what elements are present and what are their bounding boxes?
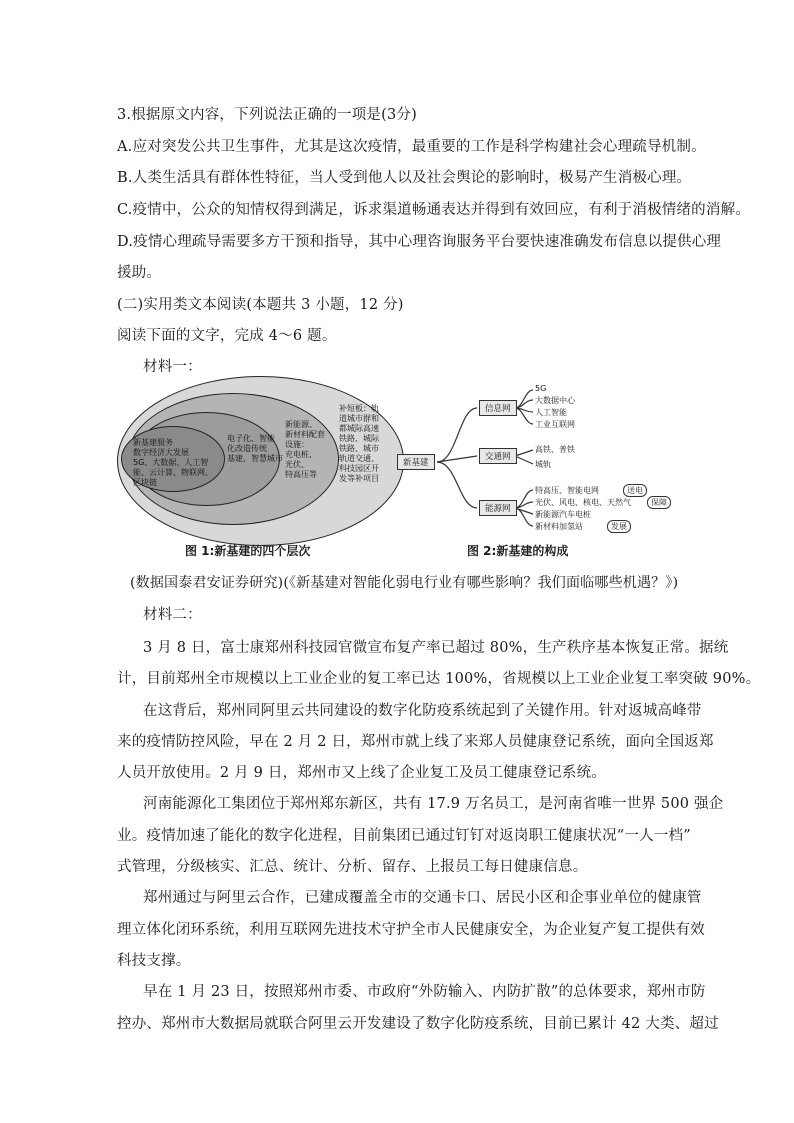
branch-traffic: 交通网 xyxy=(479,448,517,464)
layer-core-text: 新基建服务 数字经济大发展 5G、大数据、人工智 能、云计算、物联网、 区块链 xyxy=(133,438,213,487)
section-heading: (二)实用类文本阅读(本题共 3 小题，12 分) xyxy=(117,297,404,313)
question-stem: 3.根据原文内容，下列说法正确的一项是(3分) xyxy=(117,107,417,123)
m2-p4-l1: 郑州通过与阿里云合作，已建成覆盖全市的交通卡口、居民小区和企事业单位的健康管 xyxy=(143,890,702,906)
m2-p2-l1: 在这背后，郑州同阿里云共同建设的数字化防疫系统起到了关键作用。针对返城高峰带 xyxy=(143,703,702,719)
m2-p4-l3: 科技支撑。 xyxy=(117,953,191,969)
tag-power: 送电 xyxy=(623,484,647,497)
m2-p4-l2: 理立体化闭环系统，利用互联网先进技术守护全市人民健康安全，为企业复产复工提供有效 xyxy=(117,922,705,938)
option-d: D.疫情心理疏导需要多方干预和指导，其中心理咨询服务平台要快速准确发布信息以提供心理 xyxy=(117,234,722,250)
leaf-5g: 5G xyxy=(535,384,547,393)
leaf-bigdata: 大数据中心 xyxy=(535,396,575,405)
figures-area xyxy=(117,358,677,563)
source-citation: (数据国泰君安证券研究)(《新基建对智能化弱电行业有哪些影响？我们面临哪些机遇？》) xyxy=(130,575,679,591)
tag-develop: 发展 xyxy=(607,520,631,533)
m2-p3-l2: 业。疫情加速了能化的数字化进程，目前集团已通过钉钉对返岗职工健康状况“一人一档” xyxy=(117,828,691,844)
layer-second-text: 电子化、智能 化改造传统 基建，智慧城市 xyxy=(227,434,283,463)
leaf-ev-charging: 新能源汽车电桩 xyxy=(535,510,591,519)
leaf-rail: 高铁、普铁 xyxy=(535,445,575,454)
tree-root: 新基建 xyxy=(397,454,435,470)
material1-label: 材料一： xyxy=(143,359,202,375)
option-a: A.应对突发公共卫生事件，尤其是这次疫情，最重要的工作是科学构建社会心理疏导机制。 xyxy=(117,139,706,155)
figure2-caption: 图 2:新基建的构成 xyxy=(467,544,569,558)
m2-p1-l1: 3 月 8 日，富士康郑州科技园官微宣布复产率已超过 80%，生产秩序基本恢复正常。据统 xyxy=(143,640,729,656)
leaf-energy-mix: 光伏、风电、核电、天然气 xyxy=(535,498,631,507)
m2-p5-l1: 早在 1 月 23 日，按照郑州市委、市政府“外防输入、内防扩散”的总体要求，郑州市防 xyxy=(143,984,706,1000)
m2-p3-l1: 河南能源化工集团位于郑州郑东新区，共有 17.9 万名员工，是河南省唯一世界 500 强企 xyxy=(143,796,724,812)
figure1-caption: 图 1:新基建的四个层次 xyxy=(185,544,311,558)
m2-p3-l3: 式管理，分级核实、汇总、统计、分析、留存、上报员工每日健康信息。 xyxy=(117,859,588,875)
option-d-cont: 援助。 xyxy=(117,265,162,281)
figure1-diagram xyxy=(117,376,407,551)
branch-energy: 能源网 xyxy=(479,500,517,516)
option-c: C.疫情中，公众的知情权得到满足，诉求渠道畅通表达并得到有效回应，有利于消极情绪的消解。 xyxy=(117,202,750,218)
layer-third-text: 新能源、 新材料配套 设施： 充电桩、 光伏、 特高压等 xyxy=(285,420,325,479)
leaf-ai: 人工智能 xyxy=(535,408,567,417)
figure2-diagram xyxy=(397,378,677,543)
tag-guarantee: 保障 xyxy=(647,496,671,509)
m2-p2-l3: 人员开放使用。2 月 9 日，郑州市又上线了企业复工及员工健康登记系统。 xyxy=(117,765,606,781)
section-instruction: 阅读下面的文字，完成 4～6 题。 xyxy=(117,328,337,344)
option-b: B.人类生活具有群体性特征，当人受到他人以及社会舆论的影响时，极易产生消极心理。 xyxy=(117,170,692,186)
branch-info: 信息网 xyxy=(479,400,517,416)
layer-outer-text: 补短板：轨 道城市群和 都城际高速 铁路、城际 铁路、城市 轨道交通、 科技园区开 发等补项目 xyxy=(339,404,379,483)
leaf-metro: 城轨 xyxy=(535,460,551,469)
leaf-hydrogen: 新材料加氢站 xyxy=(535,522,583,531)
m2-p1-l2: 计，目前郑州全市规模以上工业企业的复工率已达 100%，省规模以上工业企业复工率突破 90%。 xyxy=(117,671,761,687)
m2-p5-l2: 控办、郑州市大数据局就联合阿里云开发建设了数字化防疫系统，目前已累计 42 大类、超过 xyxy=(117,1016,719,1032)
leaf-uhv: 特高压、智能电网 xyxy=(535,486,599,495)
leaf-industrial-internet: 工业互联网 xyxy=(535,420,575,429)
m2-p2-l2: 来的疫情防控风险，早在 2 月 2 日，郑州市就上线了来郑人员健康登记系统，面向全国返郑 xyxy=(117,734,714,750)
material2-label: 材料二： xyxy=(143,607,202,623)
